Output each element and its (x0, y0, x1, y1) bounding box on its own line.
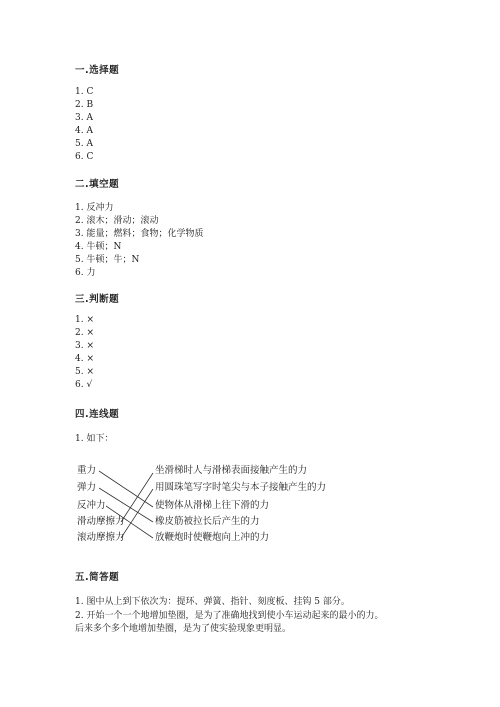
match-right-item: 坐滑梯时人与滑梯表面接触产生的力 (155, 465, 308, 476)
match-right-item: 用圆珠笔写字时笔尖与本子接触产生的力 (155, 482, 327, 493)
match-line (121, 473, 153, 522)
match-right-item: 使物体从滑梯上往下滑的力 (155, 500, 270, 511)
answer-line: 4. A (75, 126, 93, 136)
answer-line: 2. B (75, 100, 94, 110)
answer-line: 5. × (75, 367, 94, 377)
answer-line: 6. √ (75, 380, 93, 390)
section-title-judge: 三.判断题 (75, 294, 120, 305)
answer-line: 6. 力 (75, 268, 96, 278)
answer-line: 1. × (75, 315, 94, 325)
section-title-choice: 一.选择题 (75, 65, 120, 76)
answer-line: 4. × (75, 354, 94, 364)
matching-diagram (75, 461, 345, 553)
answer-line: 3. A (75, 113, 93, 123)
answer-line: 后来多个多个地增加垫圈，是为了使实验现象更明显。 (75, 624, 292, 634)
section-title-short-answer: 五.简答题 (75, 572, 120, 583)
answer-line: 2. 滚木；滑动；滚动 (75, 216, 159, 226)
match-left-item: 重力 (77, 465, 97, 476)
section-title-fill: 二.填空题 (75, 179, 120, 190)
answer-line: 1. 图中从上到下依次为：提环、弹簧、指针、刻度板、挂钩 5 部分。 (75, 597, 350, 607)
answer-line: 1. C (75, 87, 94, 97)
answer-line: 3. 能量；燃料；食物；化学物质 (75, 229, 204, 239)
answer-line: 2. × (75, 328, 94, 338)
answer-line: 5. 牛顿；牛；N (75, 255, 140, 265)
answer-line: 1. 反冲力 (75, 203, 114, 213)
match-left-item: 滑动摩擦力 (77, 516, 125, 527)
answer-line: 2. 开始一个一个地增加垫圈，是为了准确地找到使小车运动起来的最小的力。 (75, 611, 384, 621)
match-left-item: 弹力 (77, 482, 97, 493)
section-title-matching: 四.连线题 (75, 409, 120, 420)
match-right-item: 橡皮筋被拉长后产生的力 (155, 516, 260, 527)
answer-line: 6. C (75, 152, 94, 162)
answer-line: 4. 牛顿；N (75, 242, 122, 252)
match-left-item: 滚动摩擦力 (77, 532, 125, 543)
answer-line: 3. × (75, 341, 94, 351)
match-right-item: 放鞭炮时使鞭炮向上冲的力 (155, 532, 270, 543)
match-left-item: 反冲力 (77, 500, 106, 511)
answer-line: 1. 如下： (75, 434, 114, 444)
answer-line: 5. A (75, 139, 93, 149)
